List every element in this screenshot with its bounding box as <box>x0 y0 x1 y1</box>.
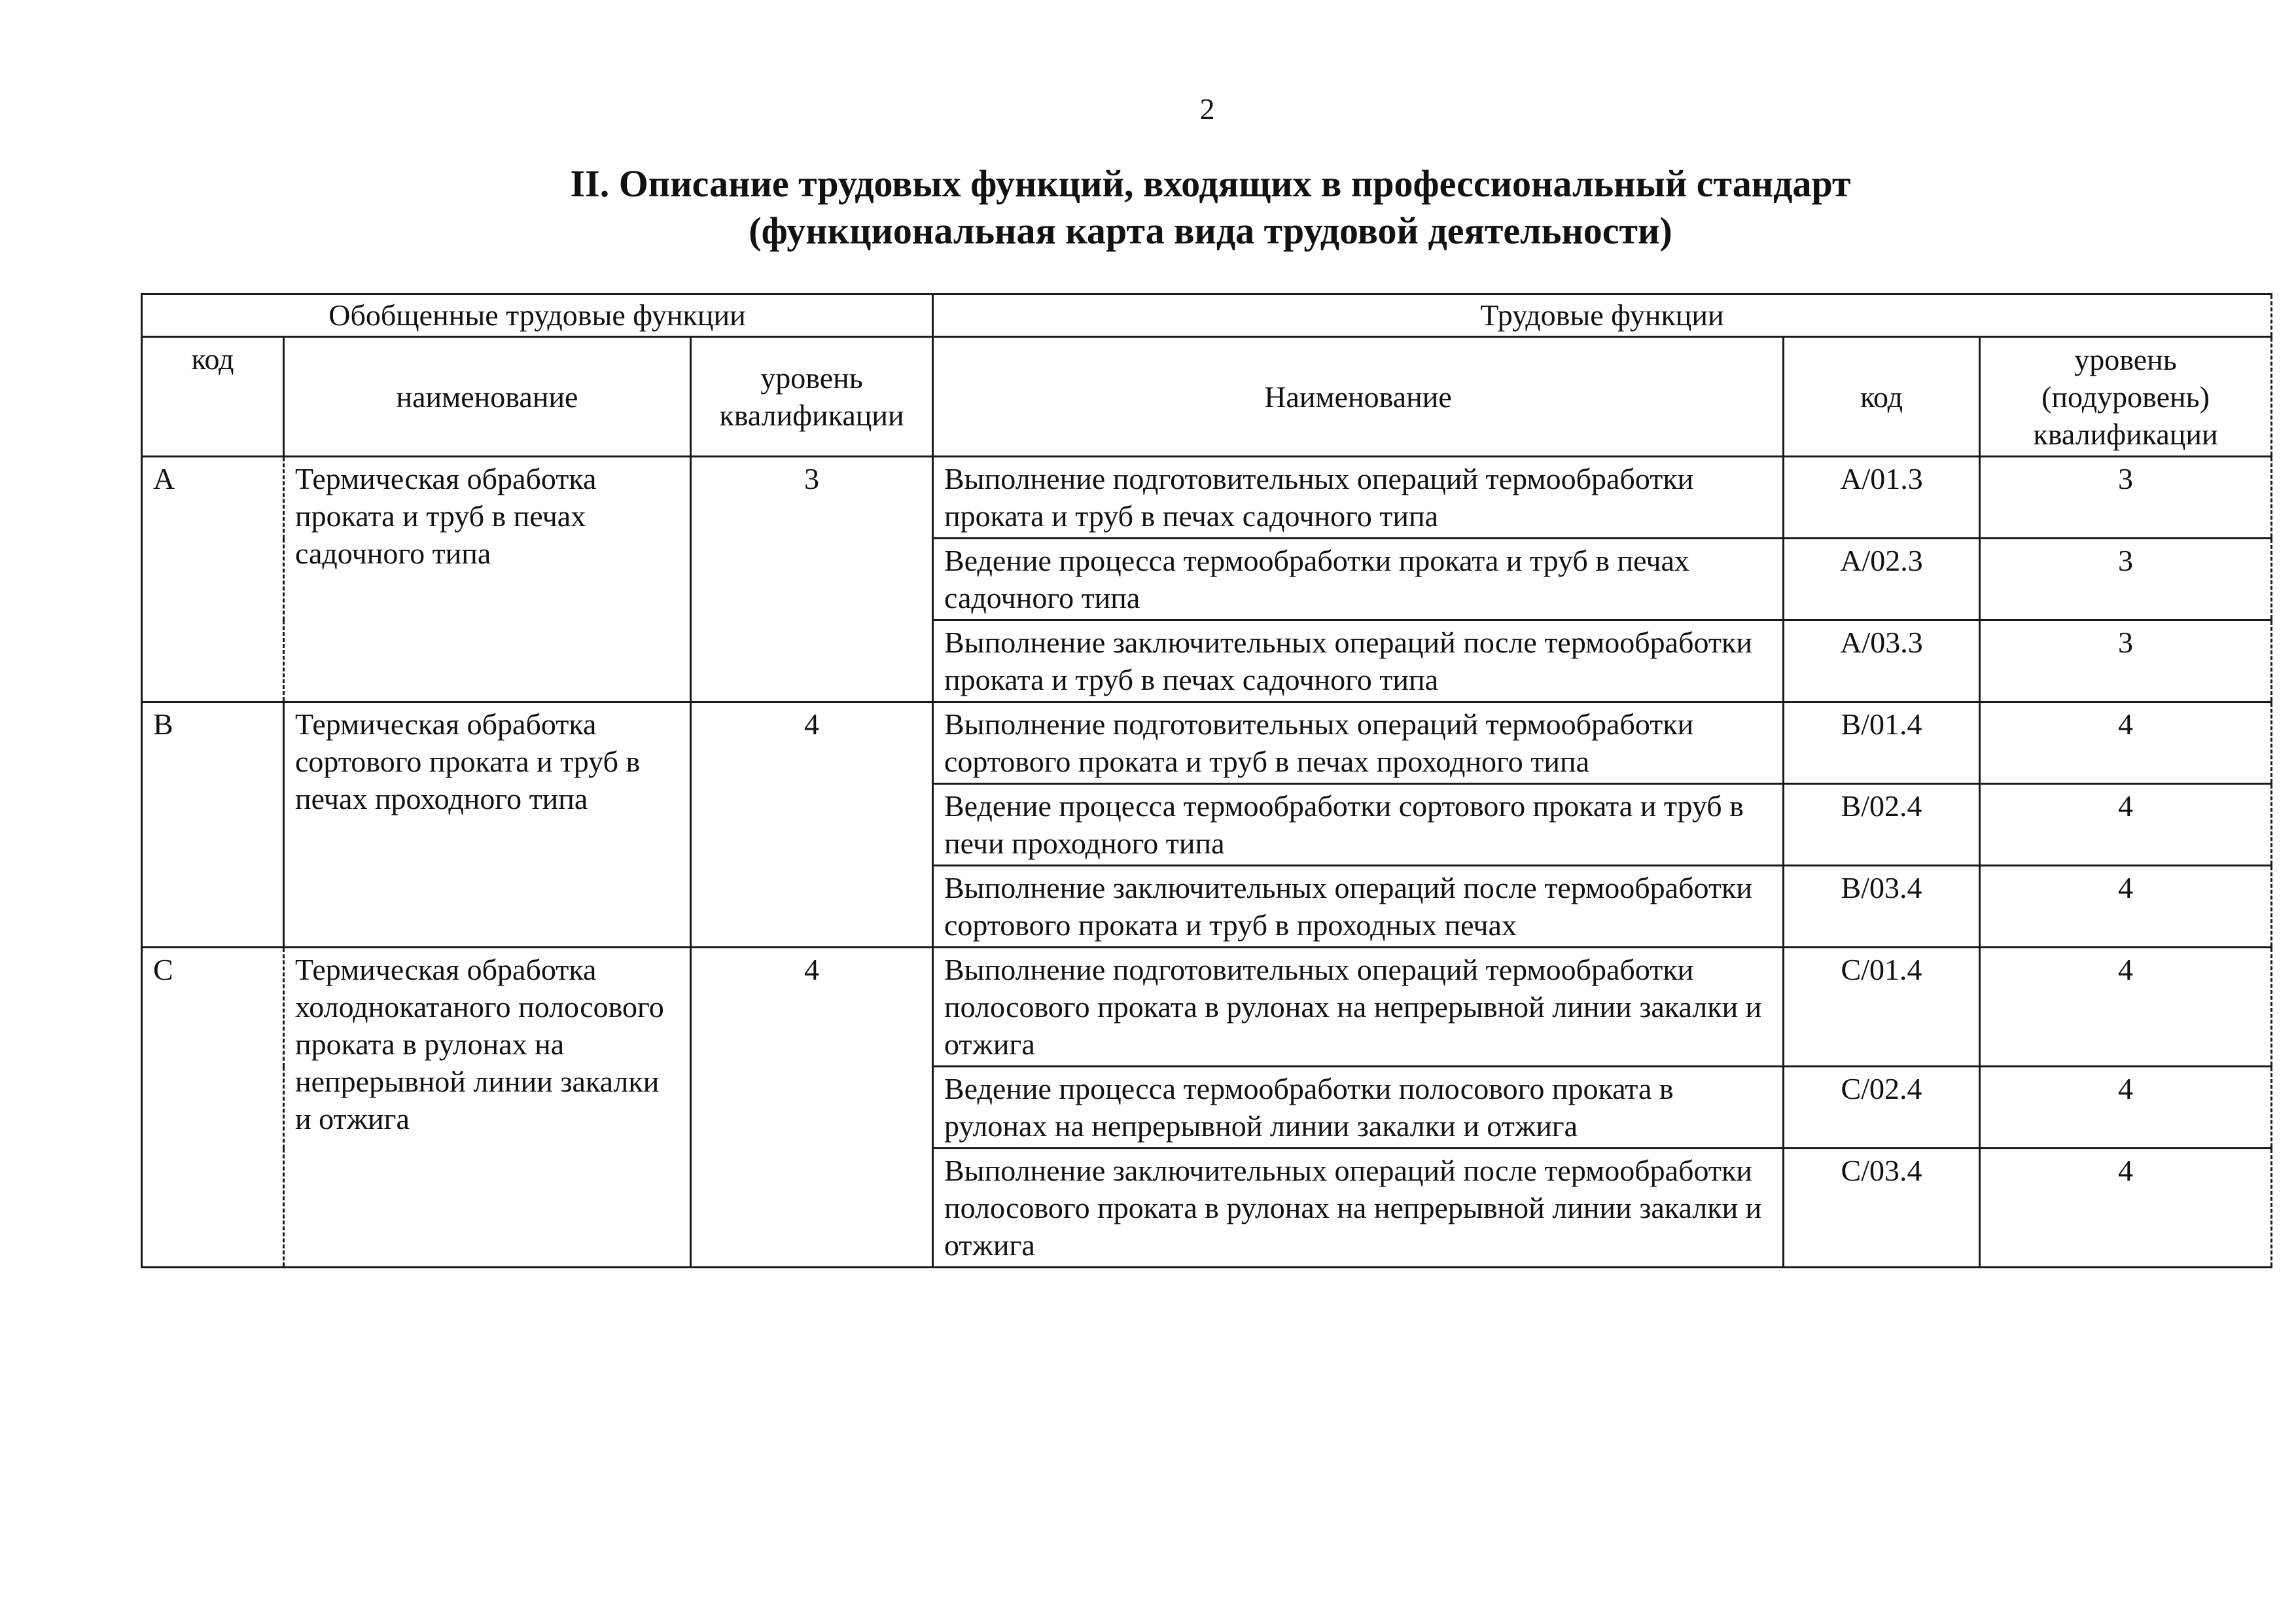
tf-level: 4 <box>1980 1149 2272 1268</box>
otf-code: B <box>142 702 284 948</box>
tf-code: C/02.4 <box>1784 1067 1980 1149</box>
otf-level: 3 <box>691 457 933 702</box>
tf-code: B/03.4 <box>1784 866 1980 948</box>
header-generalized-functions: Обобщенные трудовые функции <box>142 294 933 337</box>
page-title <box>0 160 2296 255</box>
tf-name: Выполнение подготовительных операций термообработки проката и труб в печах садочного типа <box>933 457 1784 539</box>
tf-name: Ведение процесса термообработки полосового проката в рулонах на непрерывной линии закалки и отжига <box>933 1067 1784 1149</box>
tf-code: A/02.3 <box>1784 539 1980 620</box>
tf-level: 4 <box>1980 784 2272 866</box>
otf-code: A <box>142 457 284 702</box>
header-tf-name: Наименование <box>933 337 1784 457</box>
otf-name: Термическая обработка холоднокатаного полосового проката в рулонах на непрерывной линии закалки и отжига <box>284 948 691 1268</box>
otf-name: Термическая обработка сортового проката и труб в печах проходного типа <box>284 702 691 948</box>
header-tf-code: код <box>1784 337 1980 457</box>
tf-code: B/02.4 <box>1784 784 1980 866</box>
tf-level: 4 <box>1980 702 2272 784</box>
title-line-1: II. Описание трудовых функций, входящих в профессиональный стандарт <box>570 162 1851 205</box>
table-subheader-row <box>142 337 2272 457</box>
table-row <box>142 457 2272 539</box>
tf-name: Выполнение заключительных операций после термообработки полосового проката в рулонах на непрерывной линии закалки и отжига <box>933 1149 1784 1268</box>
otf-code: C <box>142 948 284 1268</box>
tf-name: Ведение процесса термообработки сортового проката и труб в печи проходного типа <box>933 784 1784 866</box>
page-number: 2 <box>1199 92 1215 126</box>
tf-level: 4 <box>1980 1067 2272 1149</box>
otf-level: 4 <box>691 948 933 1268</box>
table-header-row <box>142 294 2272 337</box>
functional-map-table <box>141 293 2272 1268</box>
tf-code: A/03.3 <box>1784 620 1980 702</box>
header-tf-level: уровень (подуровень) квалификации <box>1980 337 2272 457</box>
tf-level: 4 <box>1980 866 2272 948</box>
tf-name: Выполнение заключительных операций после термообработки сортового проката и труб в проходных печах <box>933 866 1784 948</box>
tf-name: Ведение процесса термообработки проката и труб в печах садочного типа <box>933 539 1784 620</box>
table-row <box>142 948 2272 1067</box>
tf-name: Выполнение подготовительных операций термообработки сортового проката и труб в печах проходного типа <box>933 702 1784 784</box>
tf-name: Выполнение заключительных операций после термообработки проката и труб в печах садочного типа <box>933 620 1784 702</box>
title-line-2: (функциональная карта вида трудовой деятельности) <box>749 209 1672 252</box>
header-qualification-level: уровень квалификации <box>691 337 933 457</box>
tf-level: 3 <box>1980 620 2272 702</box>
tf-code: A/01.3 <box>1784 457 1980 539</box>
tf-level: 3 <box>1980 457 2272 539</box>
table-row <box>142 702 2272 784</box>
tf-level: 3 <box>1980 539 2272 620</box>
otf-level: 4 <box>691 702 933 948</box>
tf-code: B/01.4 <box>1784 702 1980 784</box>
tf-name: Выполнение подготовительных операций термообработки полосового проката в рулонах на непрерывной линии закалки и отжига <box>933 948 1784 1067</box>
header-name: наименование <box>284 337 691 457</box>
otf-name: Термическая обработка проката и труб в печах садочного типа <box>284 457 691 702</box>
tf-level: 4 <box>1980 948 2272 1067</box>
tf-code: C/01.4 <box>1784 948 1980 1067</box>
header-labor-functions: Трудовые функции <box>933 294 2272 337</box>
header-code: код <box>142 337 284 457</box>
tf-code: C/03.4 <box>1784 1149 1980 1268</box>
